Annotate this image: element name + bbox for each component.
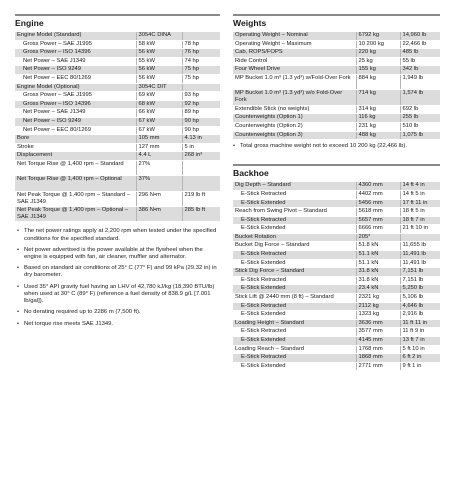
spec-value-metric: 67 kW <box>136 126 182 135</box>
spec-value-imperial: 285 lb ft <box>182 207 220 222</box>
spec-value-metric: 3054C DIT <box>136 83 182 92</box>
engine-note: • No derating required up to 2286 m (7,500 ft). <box>17 309 220 316</box>
spec-label: Net Power – ISO 9249 <box>15 66 136 75</box>
engine-row <box>15 126 220 135</box>
spec-value-imperial: 13 ft 7 in <box>400 337 440 346</box>
spec-value-imperial: 219 lb ft <box>182 191 220 206</box>
spec-value-imperial: 5,250 lb <box>400 285 440 294</box>
engine-section <box>15 14 220 332</box>
spec-label: Net Power – ISO 9249 <box>15 117 136 126</box>
spec-value-metric: 6792 kg <box>356 32 400 40</box>
spec-label: E-Stick Retracted <box>233 251 356 260</box>
spec-value-metric: 10 200 kg <box>356 40 400 49</box>
weights-title: Weights <box>233 14 440 32</box>
spec-value-imperial: 485 lb <box>400 49 440 58</box>
spec-value-metric: 4360 mm <box>356 182 400 190</box>
spec-label: Net Power – SAE J1349 <box>15 57 136 66</box>
spec-label: Reach from Swing Pivot – Standard <box>233 208 356 217</box>
spec-value-imperial: 11 ft 9 in <box>400 328 440 337</box>
spec-label: Bore <box>15 135 136 144</box>
spec-value-metric: 51.8 kN <box>356 242 400 251</box>
spec-value-metric: 5657 mm <box>356 216 400 225</box>
spec-value-metric: 105 mm <box>136 135 182 144</box>
spec-value-metric: 220 kg <box>356 49 400 58</box>
spec-label: E-Stick Extended <box>233 199 356 208</box>
spec-value-imperial: 4,646 lb <box>400 302 440 311</box>
backhoe-title: Backhoe <box>233 164 440 182</box>
weights-table <box>233 32 440 140</box>
backhoe-table <box>233 182 440 371</box>
spec-value-imperial <box>182 32 220 40</box>
spec-value-metric: 5618 mm <box>356 208 400 217</box>
spec-value-metric: 5456 mm <box>356 199 400 208</box>
spec-value-imperial: 75 hp <box>182 66 220 75</box>
spec-value-metric: 27% <box>136 160 182 175</box>
spec-value-imperial: 76 hp <box>182 49 220 58</box>
engine-row <box>15 191 220 206</box>
engine-row <box>15 83 220 92</box>
spec-value-metric: 4.4 L <box>136 152 182 161</box>
spec-value-imperial: 7,151 lb <box>400 268 440 277</box>
engine-row <box>15 74 220 83</box>
spec-label: Gross Power – SAE J1995 <box>15 92 136 101</box>
engine-row <box>15 207 220 222</box>
right-column <box>233 14 440 371</box>
spec-label: Loading Height – Standard <box>233 319 356 328</box>
weights-section <box>233 14 440 150</box>
spec-value-metric: 56 kW <box>136 49 182 58</box>
backhoe-row <box>233 190 440 199</box>
spec-value-imperial: 1,574 lb <box>400 90 440 105</box>
backhoe-row <box>233 242 440 251</box>
backhoe-row <box>233 362 440 371</box>
spec-value-metric: 4402 mm <box>356 190 400 199</box>
spec-value-metric: 2112 kg <box>356 302 400 311</box>
spec-value-imperial: 11,491 lb <box>400 251 440 260</box>
spec-label: Net Torque Rise @ 1,400 rpm – Optional <box>15 176 136 191</box>
spec-value-metric: 155 kg <box>356 66 400 75</box>
spec-label: Counterweights (Option 2) <box>233 122 356 131</box>
engine-row <box>15 135 220 144</box>
spec-value-imperial: 11 ft 11 in <box>400 319 440 328</box>
backhoe-row <box>233 354 440 363</box>
spec-label: Extendible Stick (no weights) <box>233 105 356 114</box>
spec-label: Engine Model (Optional) <box>15 83 136 92</box>
backhoe-row <box>233 319 440 328</box>
weights-row <box>233 131 440 140</box>
spec-value-metric: 127 mm <box>136 143 182 152</box>
spec-value-metric: 67 kW <box>136 117 182 126</box>
spec-label: Gross Power – ISO 14396 <box>15 100 136 109</box>
spec-value-imperial: 1,949 lb <box>400 74 440 89</box>
spec-label: Cab, ROPS/FOPS <box>233 49 356 58</box>
spec-value-metric: 66 kW <box>136 109 182 118</box>
engine-row <box>15 49 220 58</box>
spec-value-metric: 884 kg <box>356 74 400 89</box>
spec-value-metric: 58 kW <box>136 40 182 49</box>
spec-value-metric: 3054C DINA <box>136 32 182 40</box>
spec-value-imperial: 78 hp <box>182 40 220 49</box>
backhoe-row <box>233 208 440 217</box>
backhoe-row <box>233 259 440 268</box>
engine-row <box>15 152 220 161</box>
spec-value-metric: 37% <box>136 176 182 191</box>
spec-value-imperial: 17 ft 11 in <box>400 199 440 208</box>
backhoe-row <box>233 199 440 208</box>
spec-value-imperial: 255 lb <box>400 114 440 123</box>
spec-value-imperial: 11,655 lb <box>400 242 440 251</box>
spec-value-metric: 2321 kg <box>356 294 400 303</box>
backhoe-row <box>233 285 440 294</box>
spec-value-metric: 296 N•m <box>136 191 182 206</box>
spec-label: Net Torque Rise @ 1,400 rpm – Standard <box>15 160 136 175</box>
engine-row <box>15 92 220 101</box>
spec-label: Operating Weight – Maximum <box>233 40 356 49</box>
weights-row <box>233 122 440 131</box>
spec-value-metric: 68 kW <box>136 100 182 109</box>
spec-value-imperial: 55 lb <box>400 57 440 66</box>
engine-notes <box>15 228 220 327</box>
spec-value-imperial: 7,151 lb <box>400 276 440 285</box>
spec-label: Stick Lift @ 2440 mm (8 ft) – Standard <box>233 294 356 303</box>
engine-row <box>15 66 220 75</box>
spec-value-metric: 23.4 kN <box>356 285 400 294</box>
spec-label: Net Power – EEC 80/1269 <box>15 126 136 135</box>
spec-label: E-Stick Retracted <box>233 276 356 285</box>
spec-label: MP Bucket 1.0 m³ (1.3 yd³) w/o Fold-Over Fork <box>233 90 356 105</box>
spec-value-metric: 231 kg <box>356 122 400 131</box>
engine-row <box>15 143 220 152</box>
spec-label: E-Stick Extended <box>233 259 356 268</box>
spec-value-imperial: 74 hp <box>182 57 220 66</box>
backhoe-row <box>233 302 440 311</box>
spec-value-imperial: 1,075 lb <box>400 131 440 140</box>
spec-value-metric: 488 kg <box>356 131 400 140</box>
spec-label: Bucket Dig Force – Standard <box>233 242 356 251</box>
spec-value-metric: 25 kg <box>356 57 400 66</box>
spec-value-imperial: 692 lb <box>400 105 440 114</box>
engine-note: • Based on standard air conditions of 25° C (77° F) and 99 kPa (29.32 in) in dry barometer. <box>17 265 220 279</box>
spec-value-imperial: 92 hp <box>182 100 220 109</box>
backhoe-row <box>233 182 440 190</box>
spec-label: E-Stick Retracted <box>233 328 356 337</box>
spec-value-imperial: 510 lb <box>400 122 440 131</box>
backhoe-section <box>233 164 440 371</box>
spec-label: E-Stick Retracted <box>233 354 356 363</box>
spec-label: Stick Dig Force – Standard <box>233 268 356 277</box>
engine-row <box>15 100 220 109</box>
weights-row <box>233 90 440 105</box>
spec-value-metric: 386 N•m <box>136 207 182 222</box>
spec-value-imperial: 90 hp <box>182 117 220 126</box>
weights-row <box>233 49 440 58</box>
spec-label: Net Peak Torque @ 1,400 rpm – Standard – SAE J1349 <box>15 191 136 206</box>
spec-label: Ride Control <box>233 57 356 66</box>
engine-title: Engine <box>15 14 220 32</box>
weights-row <box>233 74 440 89</box>
spec-value-metric: 1868 mm <box>356 354 400 363</box>
spec-value-imperial: 4.13 in <box>182 135 220 144</box>
engine-row <box>15 176 220 191</box>
spec-label: Gross Power – ISO 14396 <box>15 49 136 58</box>
spec-label: E-Stick Extended <box>233 225 356 234</box>
engine-row <box>15 117 220 126</box>
spec-value-metric: 1323 kg <box>356 311 400 320</box>
backhoe-row <box>233 225 440 234</box>
spec-value-metric: 2771 mm <box>356 362 400 371</box>
spec-value-metric: 4145 mm <box>356 337 400 346</box>
weights-row <box>233 114 440 123</box>
spec-label: Bucket Rotation <box>233 233 356 242</box>
spec-value-imperial: 21 ft 10 in <box>400 225 440 234</box>
spec-value-imperial: 18 ft 5 in <box>400 208 440 217</box>
spec-value-imperial: 14,960 lb <box>400 32 440 40</box>
engine-row <box>15 109 220 118</box>
spec-value-metric: 205° <box>356 233 400 242</box>
backhoe-row <box>233 345 440 354</box>
spec-value-imperial <box>182 176 220 191</box>
engine-note: • Net torque rise meets SAE J1349. <box>17 321 220 328</box>
weights-row <box>233 105 440 114</box>
backhoe-row <box>233 251 440 260</box>
spec-value-metric: 116 kg <box>356 114 400 123</box>
spec-value-imperial <box>182 160 220 175</box>
engine-row <box>15 32 220 40</box>
spec-value-imperial <box>182 83 220 92</box>
spec-value-imperial: 6 ft 2 in <box>400 354 440 363</box>
backhoe-row <box>233 233 440 242</box>
spec-value-imperial: 5 ft 10 in <box>400 345 440 354</box>
weights-row <box>233 32 440 40</box>
engine-note: • Used 35° API gravity fuel having an LHV of 42,780 kJ/kg (18,390 BTU/lb) when used at 30° C (89° F) (reference a fuel density of 838.9 g/L [7.001 lb/gal]). <box>17 284 220 306</box>
engine-note: • The net power ratings apply at 2,200 rpm when tested under the specified conditions for the specified standard. <box>17 228 220 242</box>
spec-value-metric: 51.1 kN <box>356 259 400 268</box>
spec-label: Loading Reach – Standard <box>233 345 356 354</box>
spec-value-imperial: 2,916 lb <box>400 311 440 320</box>
spec-label: E-Stick Retracted <box>233 302 356 311</box>
spec-label: Stroke <box>15 143 136 152</box>
spec-value-imperial: 5,106 lb <box>400 294 440 303</box>
weights-row <box>233 40 440 49</box>
spec-label: Counterweights (Option 3) <box>233 131 356 140</box>
spec-label: Net Power – EEC 80/1269 <box>15 74 136 83</box>
spec-value-imperial: 22,466 lb <box>400 40 440 49</box>
spec-label: Engine Model (Standard) <box>15 32 136 40</box>
engine-row <box>15 40 220 49</box>
spec-value-imperial: 18 ft 7 in <box>400 216 440 225</box>
spec-value-metric: 51.1 kN <box>356 251 400 260</box>
spec-value-imperial: 5 in <box>182 143 220 152</box>
spec-value-imperial: 93 hp <box>182 92 220 101</box>
spec-label: Gross Power – SAE J1995 <box>15 40 136 49</box>
backhoe-row <box>233 268 440 277</box>
spec-value-metric: 714 kg <box>356 90 400 105</box>
spec-label: Operating Weight – Nominal <box>233 32 356 40</box>
spec-label: E-Stick Extended <box>233 311 356 320</box>
spec-value-metric: 6666 mm <box>356 225 400 234</box>
spec-value-imperial: 11,491 lb <box>400 259 440 268</box>
engine-row <box>15 160 220 175</box>
spec-label: E-Stick Extended <box>233 285 356 294</box>
spec-label: Dig Depth – Standard <box>233 182 356 190</box>
spec-value-imperial: 342 lb <box>400 66 440 75</box>
engine-row <box>15 57 220 66</box>
backhoe-row <box>233 311 440 320</box>
spec-value-imperial: 89 hp <box>182 109 220 118</box>
spec-label: MP Bucket 1.0 m³ (1.3 yd³) w/Fold-Over Fork <box>233 74 356 89</box>
engine-table <box>15 32 220 222</box>
engine-note: • Net power advertised is the power available at the flywheel when the engine is equipped with fan, air cleaner, muffler and alternator. <box>17 247 220 261</box>
spec-value-metric: 314 kg <box>356 105 400 114</box>
spec-label: Net Peak Torque @ 1,400 rpm – Optional – SAE J1349 <box>15 207 136 222</box>
spec-label: E-Stick Extended <box>233 337 356 346</box>
spec-value-metric: 3636 mm <box>356 319 400 328</box>
backhoe-row <box>233 276 440 285</box>
backhoe-row <box>233 337 440 346</box>
spec-value-metric: 56 kW <box>136 74 182 83</box>
spec-value-metric: 31.8 kN <box>356 268 400 277</box>
spec-value-metric: 69 kW <box>136 92 182 101</box>
spec-value-imperial: 9 ft 1 in <box>400 362 440 371</box>
spec-value-metric: 1768 mm <box>356 345 400 354</box>
spec-value-imperial <box>400 233 440 242</box>
spec-label: Counterweights (Option 1) <box>233 114 356 123</box>
weights-row <box>233 57 440 66</box>
spec-value-metric: 31.8 kN <box>356 276 400 285</box>
backhoe-row <box>233 216 440 225</box>
spec-value-metric: 56 kW <box>136 66 182 75</box>
weights-row <box>233 66 440 75</box>
spec-value-imperial: 14 ft 5 in <box>400 190 440 199</box>
spec-value-imperial: 14 ft 4 in <box>400 182 440 190</box>
spec-label: E-Stick Retracted <box>233 190 356 199</box>
backhoe-row <box>233 294 440 303</box>
spec-value-imperial: 75 hp <box>182 74 220 83</box>
weights-note: • Total gross machine weight not to exceed 10 200 kg (22,466 lb). <box>233 143 440 150</box>
spec-value-metric: 3577 mm <box>356 328 400 337</box>
spec-label: E-Stick Retracted <box>233 216 356 225</box>
spec-label: Four Wheel Drive <box>233 66 356 75</box>
spec-label: E-Stick Extended <box>233 362 356 371</box>
spec-label: Displacement <box>15 152 136 161</box>
spec-value-imperial: 90 hp <box>182 126 220 135</box>
spec-label: Net Power – SAE J1349 <box>15 109 136 118</box>
spec-value-metric: 55 kW <box>136 57 182 66</box>
backhoe-row <box>233 328 440 337</box>
spec-value-imperial: 268 in³ <box>182 152 220 161</box>
